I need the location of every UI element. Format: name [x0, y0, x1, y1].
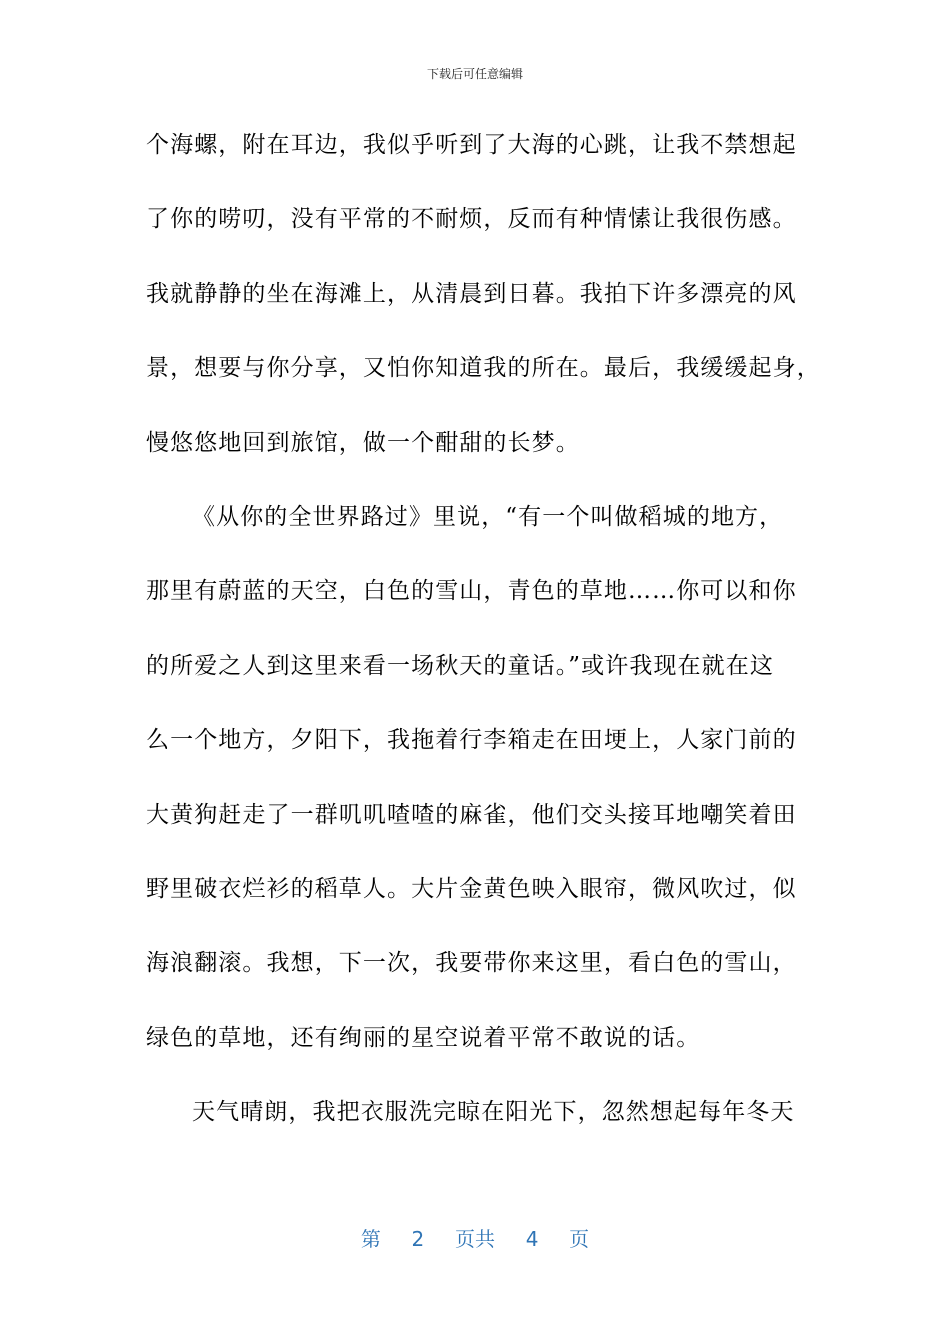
page-number-prefix: 第 [360, 1227, 381, 1251]
total-pages-number: 4 [525, 1227, 539, 1251]
text-line: 景，想要与你分享，又怕你知道我的所在。最后，我缓缓起身， [146, 355, 821, 382]
page-header [0, 66, 950, 82]
page-number-suffix: 页 [569, 1227, 590, 1251]
text-line: 天气晴朗，我把衣服洗完晾在阳光下，忽然想起每年冬天 [192, 1099, 795, 1126]
current-page-number: 2 [411, 1227, 425, 1251]
text-line: 那里有蔚蓝的天空，白色的雪山，青色的草地……你可以和你 [146, 578, 797, 605]
text-line: 野里破衣烂衫的稻草人。大片金黄色映入眼帘，微风吹过，似 [146, 875, 797, 902]
text-line: 么一个地方，夕阳下，我拖着行李箱走在田埂上，人家门前的 [146, 727, 797, 754]
text-line: 我就静静的坐在海滩上，从清晨到日暮。我拍下许多漂亮的风 [146, 280, 797, 307]
text-line: 慢悠悠地回到旅馆，做一个酣甜的长梦。 [146, 429, 580, 456]
text-line: 《从你的全世界路过》里说，“有一个叫做稻城的地方， [192, 503, 784, 530]
text-line: 海浪翻滚。我想，下一次，我要带你来这里，看白色的雪山， [146, 950, 797, 977]
page-footer [0, 1226, 950, 1252]
text-line: 了你的唠叨，没有平常的不耐烦，反而有种情愫让我很伤感。 [146, 206, 797, 233]
text-line: 的所爱之人到这里来看一场秋天的童话。”或许我现在就在这 [146, 652, 774, 679]
text-line: 个海螺，附在耳边，我似乎听到了大海的心跳，让我不禁想起 [146, 132, 797, 158]
document-body [146, 120, 821, 1161]
text-line: 绿色的草地，还有绚丽的星空说着平常不敢说的话。 [146, 1024, 701, 1051]
page-header-text: 下载后可任意编辑 [426, 67, 523, 81]
text-line: 大黄狗赶走了一群叽叽喳喳的麻雀，他们交头接耳地嘲笑着田 [146, 801, 797, 828]
page-number-middle: 页共 [455, 1227, 495, 1251]
